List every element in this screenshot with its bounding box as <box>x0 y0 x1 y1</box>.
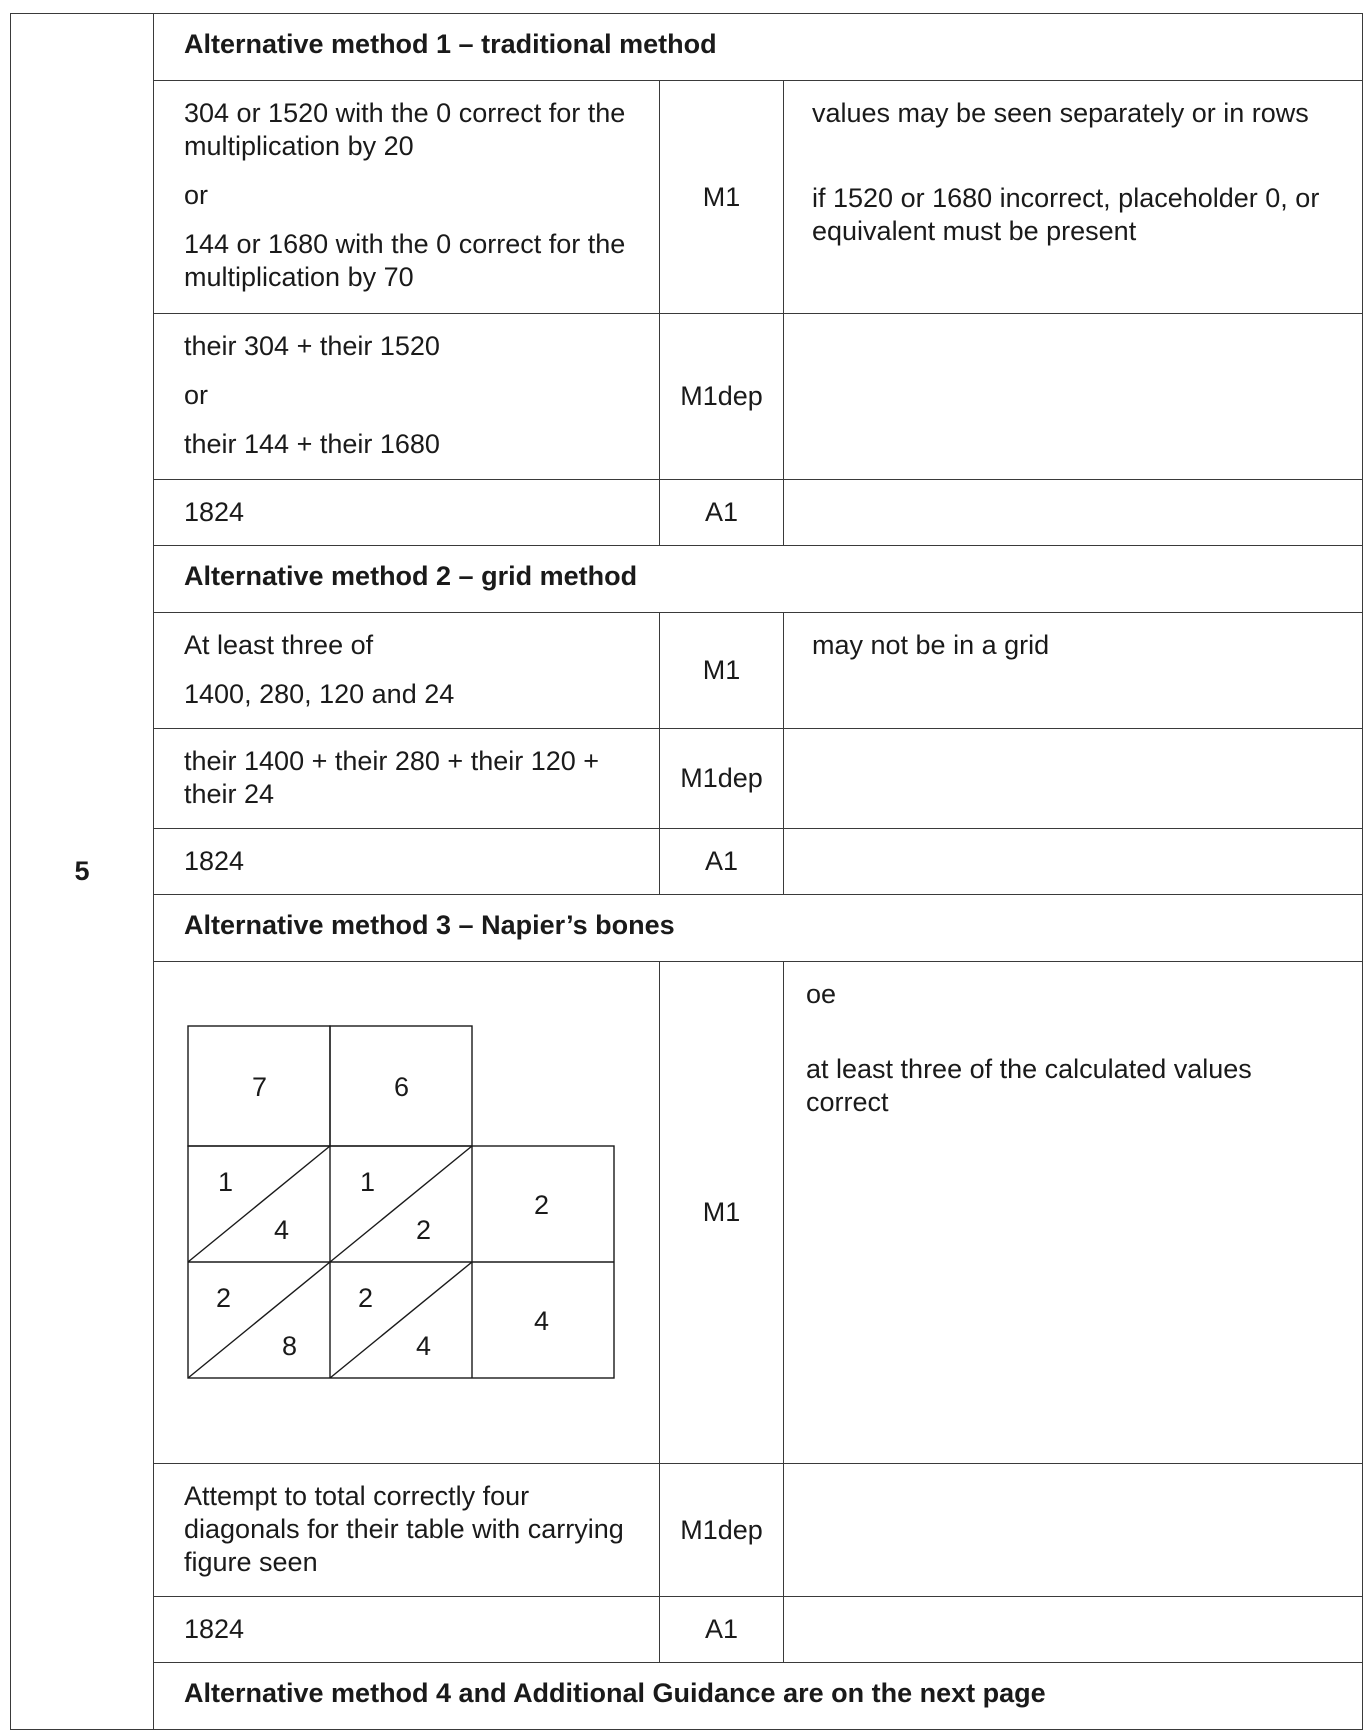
comment-cell <box>784 613 1363 729</box>
answer-line: their 304 + their 1520 <box>184 331 440 361</box>
comment-cell <box>784 1597 1363 1663</box>
napiers-bones-lattice <box>184 1024 624 1384</box>
lattice-digit: 2 <box>416 1215 432 1245</box>
mark-cell: M1 <box>660 81 784 314</box>
answer-line: or <box>184 180 209 210</box>
answer-line: or <box>184 380 209 410</box>
answer-line: 1824 <box>184 846 245 876</box>
method-3-heading: Alternative method 3 – Napier’s bones <box>154 895 1363 962</box>
comment-cell <box>784 729 1363 829</box>
mark-cell: A1 <box>660 829 784 895</box>
method-3-heading-row <box>11 895 1363 962</box>
method-3-row-1 <box>11 962 1363 1464</box>
answer-line: 144 or 1680 with the 0 correct for the multiplication by 70 <box>184 229 626 292</box>
method-3-row-2 <box>11 1464 1363 1597</box>
question-number: 5 <box>11 14 154 1730</box>
method-1-row-1 <box>11 81 1363 314</box>
answer-cell <box>154 962 660 1464</box>
lattice-digit: 1 <box>218 1167 234 1197</box>
mark-cell: M1 <box>660 613 784 729</box>
lattice-top-digit: 7 <box>252 1072 268 1102</box>
method-1-heading-row <box>11 14 1363 81</box>
comment-line: values may be seen separately or in rows <box>812 98 1309 128</box>
lattice-diagonal <box>330 1146 472 1262</box>
mark-cell: M1dep <box>660 314 784 480</box>
lattice-top-digit: 6 <box>394 1072 410 1102</box>
next-page-note: Alternative method 4 and Additional Guidance are on the next page <box>154 1663 1363 1730</box>
answer-line: At least three of <box>184 630 374 660</box>
lattice-side-digit: 4 <box>534 1306 550 1336</box>
lattice-digit: 2 <box>358 1283 374 1313</box>
comment-line: at least three of the calculated values correct <box>806 1054 1252 1117</box>
answer-line: 1824 <box>184 497 245 527</box>
lattice-diagonal <box>188 1146 330 1262</box>
comment-cell <box>784 962 1363 1464</box>
answer-line: 1400, 280, 120 and 24 <box>184 679 455 709</box>
comment-line: if 1520 or 1680 incorrect, placeholder 0, or equivalent must be present <box>812 183 1320 246</box>
mark-cell: A1 <box>660 1597 784 1663</box>
method-3-row-3 <box>11 1597 1363 1663</box>
lattice-side-digit: 2 <box>534 1190 550 1220</box>
comment-cell <box>784 81 1363 314</box>
comment-line: oe <box>806 979 837 1009</box>
lattice-digit: 4 <box>416 1331 432 1361</box>
answer-cell <box>154 480 660 546</box>
method-2-heading: Alternative method 2 – grid method <box>154 546 1363 613</box>
answer-cell <box>154 1464 660 1597</box>
lattice-diagonal <box>188 1262 330 1378</box>
lattice-digit: 4 <box>274 1215 290 1245</box>
answer-line: Attempt to total correctly four diagonals for their table with carrying figure seen <box>184 1481 624 1577</box>
method-2-heading-row <box>11 546 1363 613</box>
method-2-row-1 <box>11 613 1363 729</box>
comment-cell <box>784 829 1363 895</box>
lattice-diagonal <box>330 1262 472 1378</box>
answer-line: their 1400 + their 280 + their 120 + their 24 <box>184 746 600 809</box>
answer-cell <box>154 314 660 480</box>
answer-cell <box>154 729 660 829</box>
answer-cell <box>154 1597 660 1663</box>
comment-cell <box>784 480 1363 546</box>
method-1-heading: Alternative method 1 – traditional method <box>154 14 1363 81</box>
comment-line: may not be in a grid <box>812 630 1050 660</box>
mark-cell: M1dep <box>660 1464 784 1597</box>
method-2-row-2 <box>11 729 1363 829</box>
method-2-row-3 <box>11 829 1363 895</box>
comment-cell <box>784 1464 1363 1597</box>
comment-cell <box>784 314 1363 480</box>
answer-line: their 144 + their 1680 <box>184 429 440 459</box>
method-1-row-2 <box>11 314 1363 480</box>
lattice-digit: 2 <box>216 1283 232 1313</box>
answer-cell <box>154 829 660 895</box>
footer-row <box>11 1663 1363 1730</box>
answer-line: 304 or 1520 with the 0 correct for the multiplication by 20 <box>184 98 626 161</box>
method-1-row-3 <box>11 480 1363 546</box>
answer-cell <box>154 81 660 314</box>
answer-line: 1824 <box>184 1614 245 1644</box>
mark-cell: A1 <box>660 480 784 546</box>
lattice-digit: 8 <box>282 1331 298 1361</box>
answer-cell <box>154 613 660 729</box>
mark-cell: M1 <box>660 962 784 1464</box>
lattice-digit: 1 <box>360 1167 376 1197</box>
mark-scheme-table <box>10 13 1363 1730</box>
mark-cell: M1dep <box>660 729 784 829</box>
